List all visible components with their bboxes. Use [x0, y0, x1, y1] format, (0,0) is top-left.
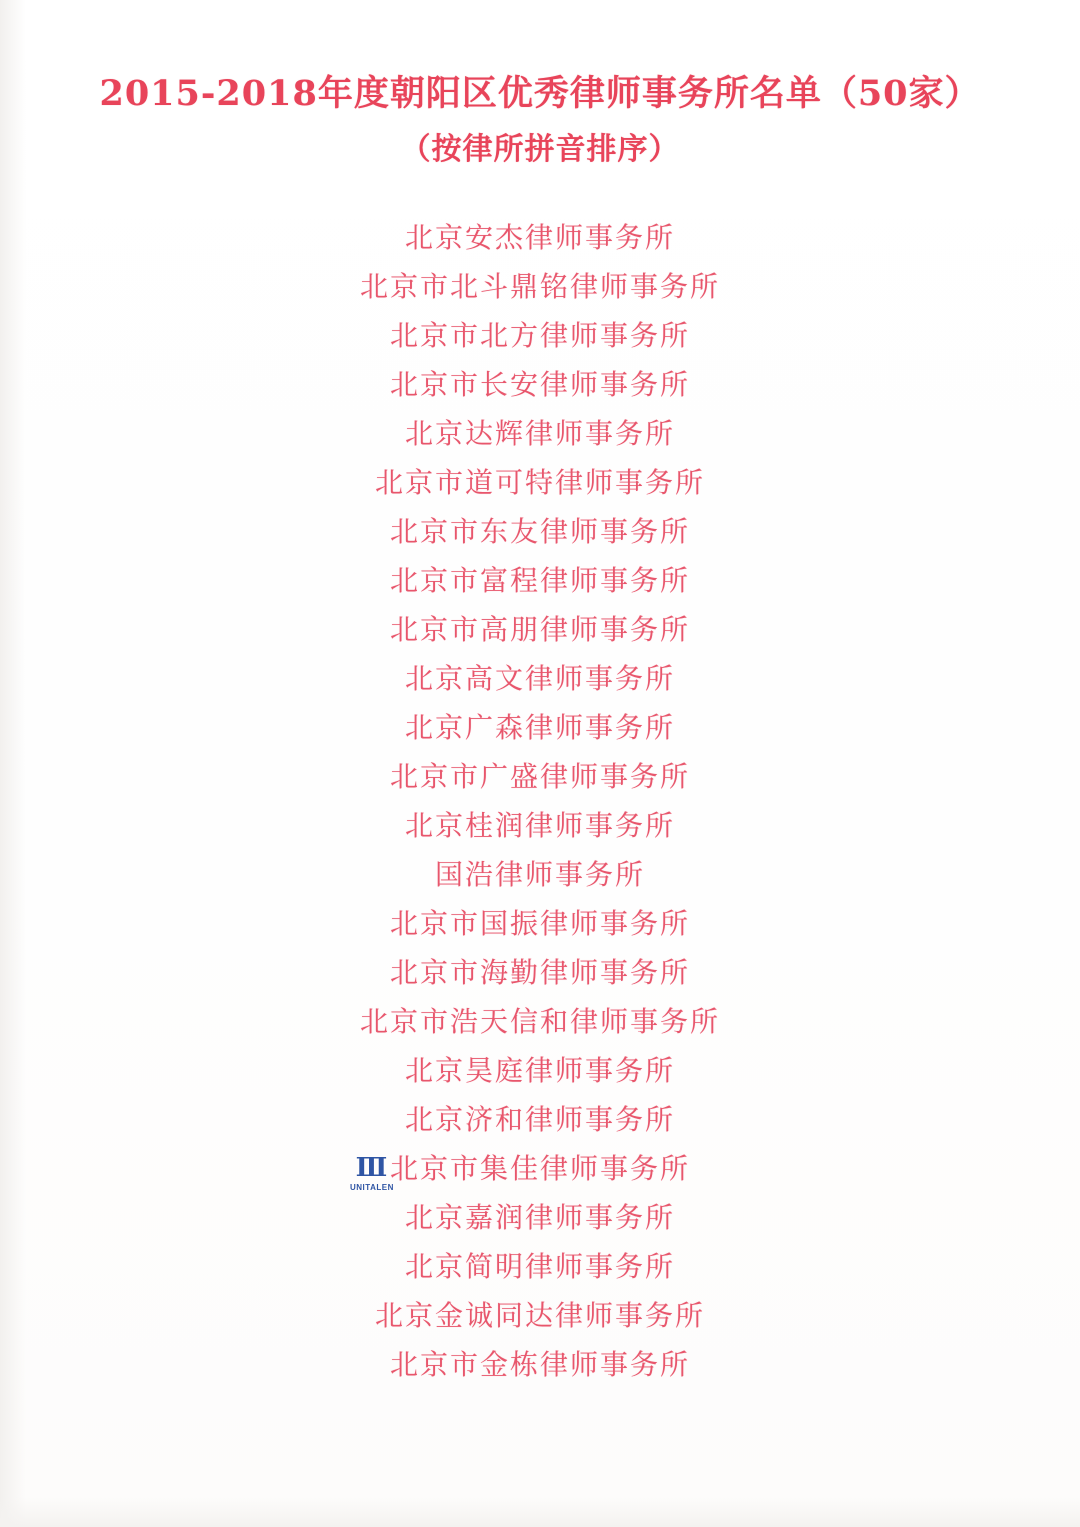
list-item: 北京市北斗鼎铭律师事务所	[359, 270, 720, 304]
list-item: 北京昊庭律师事务所	[404, 1054, 675, 1088]
list-item: 北京济和律师事务所	[404, 1103, 675, 1137]
list-item: 北京市集佳律师事务所	[389, 1152, 690, 1186]
logo-label: UNITALEN	[350, 1183, 394, 1192]
page-title: 2015-2018年度朝阳区优秀律师事务所名单（50家）	[99, 73, 981, 114]
list-item: 北京市北方律师事务所	[389, 319, 690, 353]
list-item: 北京市长安律师事务所	[389, 368, 690, 402]
list-item: 北京市国振律师事务所	[389, 907, 690, 941]
page-subtitle: （按律所拼音排序）	[400, 132, 680, 168]
list-item: 北京安杰律师事务所	[404, 221, 675, 255]
list-item: 北京广森律师事务所	[404, 711, 675, 745]
list-item: 北京市富程律师事务所	[389, 564, 690, 598]
list-item: 北京市海勤律师事务所	[389, 956, 690, 990]
list-item: 国浩律师事务所	[434, 858, 645, 892]
logo-mark: Ⅲ	[355, 1153, 387, 1183]
list-item: 北京嘉润律师事务所	[404, 1201, 675, 1235]
list-item: 北京市金栋律师事务所	[389, 1348, 690, 1382]
paper-edge-shading-left	[0, 0, 26, 1527]
list-item: 北京市东友律师事务所	[389, 515, 690, 549]
list-item: 北京市广盛律师事务所	[389, 760, 690, 794]
law-firm-list	[60, 221, 1020, 1400]
paper-edge-shading-bottom	[0, 1497, 1080, 1527]
list-item: 北京金诚同达律师事务所	[374, 1299, 705, 1333]
list-item: 北京高文律师事务所	[404, 662, 675, 696]
list-item: 北京桂润律师事务所	[404, 809, 675, 843]
list-item: 北京简明律师事务所	[404, 1250, 675, 1284]
list-item: 北京市道可特律师事务所	[374, 466, 705, 500]
unitalen-logo-icon	[350, 1155, 392, 1192]
title-block	[60, 70, 1020, 172]
list-item: 北京市高朋律师事务所	[389, 613, 690, 647]
list-item: 北京市浩天信和律师事务所	[359, 1005, 720, 1039]
list-item: 北京达辉律师事务所	[404, 417, 675, 451]
